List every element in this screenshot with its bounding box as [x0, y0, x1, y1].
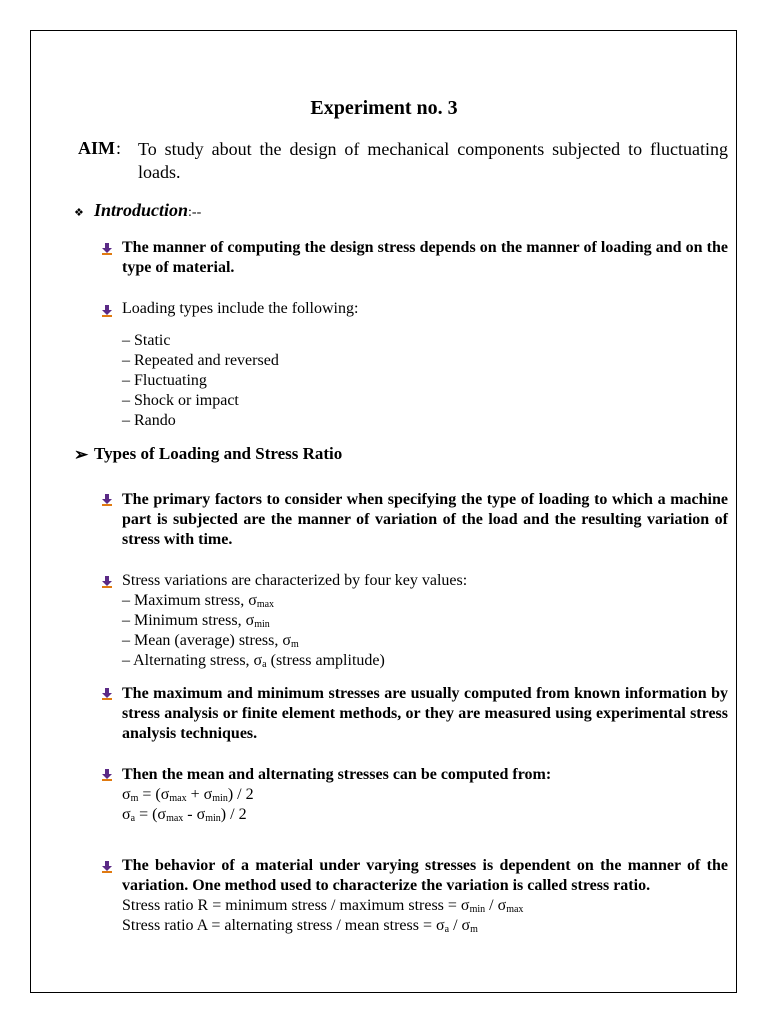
arrow-down-bullet-icon	[102, 305, 112, 317]
arrow-down-bullet-icon	[102, 243, 112, 255]
intro-heading-tail: :--	[188, 205, 202, 220]
stress-values-list	[122, 571, 467, 671]
aim-text: To study about the design of mechanical components subjected to fluctuating loads.	[138, 139, 728, 182]
list-item: – Static	[122, 332, 171, 349]
paragraph-line: The behavior of a material under varying stresses is dependent on the manner of the	[122, 857, 728, 874]
formula-intro: Then the mean and alternating stresses can be computed from:	[122, 766, 552, 783]
arrow-down-bullet-icon	[102, 769, 112, 781]
intro-heading	[94, 200, 201, 221]
list-item: – Fluctuating	[122, 372, 207, 389]
page-title: Experiment no. 3	[310, 97, 458, 119]
formula-block	[122, 765, 551, 825]
loading-types-list	[122, 331, 279, 431]
equation-mean: $\sigma_m = (\sigma_{max} + \sigma_{min}) / 2$	[122, 786, 254, 804]
paragraph-line: variation. One method used to characterize the variation is called stress ratio.	[122, 877, 651, 894]
list-item: – Mean (average) stress, $\sigma_m$	[122, 632, 299, 650]
arrowhead-bullet-icon: ➢	[74, 445, 89, 464]
list-item: – Maximum stress, $\sigma_{max}$	[122, 592, 275, 610]
list-item: – Rando	[122, 412, 176, 429]
aim-label: AIM	[78, 138, 115, 158]
intro-paragraph-2: Loading types include the following:	[122, 300, 359, 317]
list-item: – Minimum stress, $\sigma_{min}$	[122, 612, 270, 630]
stress-ratio-a: Stress ratio A = alternating stress / mean stress = $\sigma_a / \sigma_m$	[122, 917, 478, 935]
arrow-down-bullet-icon	[102, 494, 112, 506]
aim-colon: :	[116, 138, 122, 158]
arrow-down-bullet-icon	[102, 688, 112, 700]
arrow-down-bullet-icon	[102, 576, 112, 588]
list-intro: Stress variations are characterized by four key values:	[122, 572, 468, 589]
section-paragraph-3: The maximum and minimum stresses are usually computed from known information by stress analysis or finite element methods, or they are measured using experimental stress analysis techniques.	[122, 685, 728, 742]
section-paragraph-1: The primary factors to consider when specifying the type of loading to which a machine part is subjected are the manner of variation of the load and the resulting variation of stress with time.	[122, 491, 728, 548]
arrow-down-bullet-icon	[102, 861, 112, 873]
list-item: – Alternating stress, $\sigma_a$ (stress amplitude)	[122, 652, 385, 670]
equation-alternating: $\sigma_a = (\sigma_{max} - \sigma_{min}) / 2$	[122, 806, 247, 824]
section-paragraph-5	[122, 856, 728, 936]
stress-ratio-r: Stress ratio R = minimum stress / maximum stress = $\sigma_{min} / \sigma_{max}$	[122, 897, 524, 915]
intro-paragraph-1: The manner of computing the design stress depends on the manner of loading and on the type of material.	[122, 239, 728, 276]
intro-heading-text: Introduction	[94, 200, 189, 220]
diamond-bullet-icon: ❖	[74, 207, 84, 219]
section-heading: Types of Loading and Stress Ratio	[94, 444, 343, 463]
list-item: – Shock or impact	[122, 392, 239, 409]
list-item: – Repeated and reversed	[122, 352, 279, 369]
